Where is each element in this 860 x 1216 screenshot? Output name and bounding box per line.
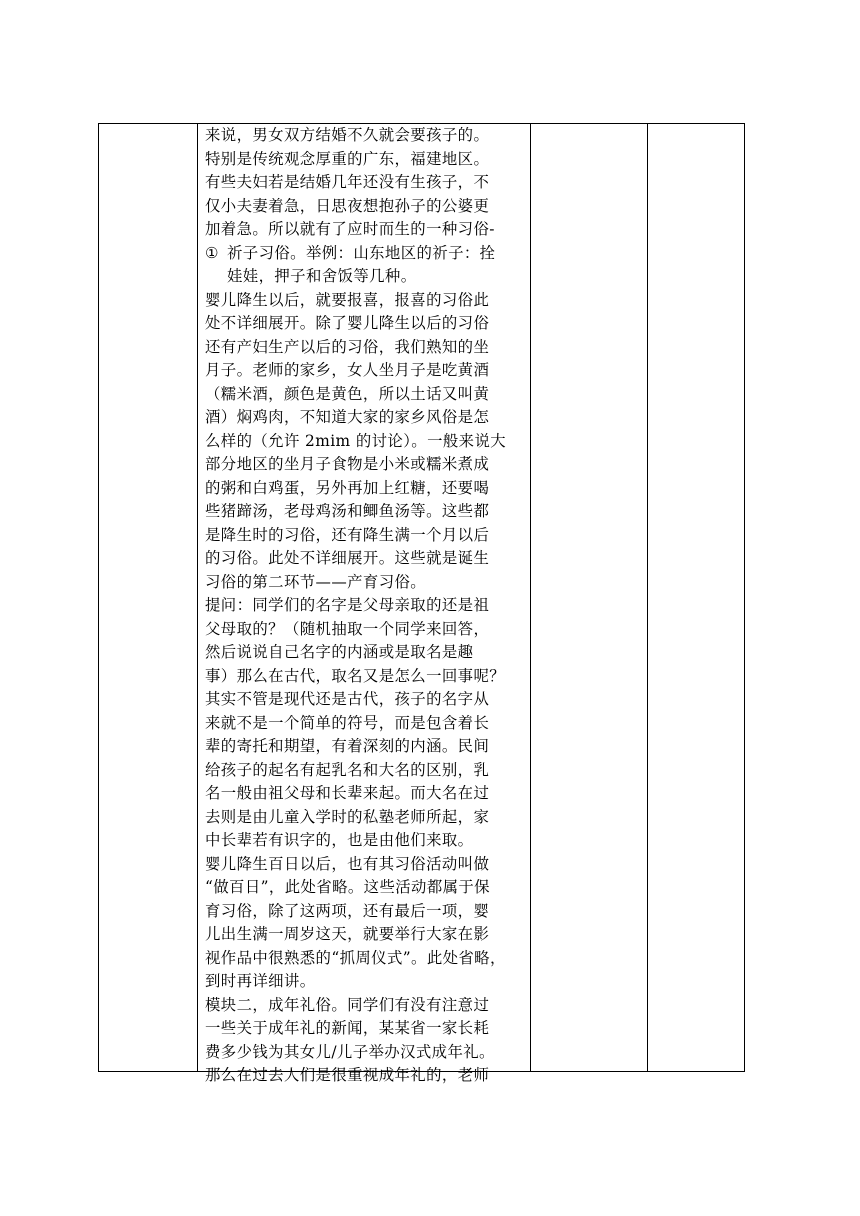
table-cell-empty-middle	[531, 124, 648, 1072]
lesson-plan-table	[98, 123, 745, 1084]
paragraph-module-two: 模块二，成年礼俗。同学们有没有注意过 一些关于成年礼的新闻，某某省一家长耗 费多少钱为其女儿/儿子举办汉式成年礼。 那么在过去人们是很重视成年礼的，老师	[205, 995, 495, 1084]
paragraph-intro: 来说，男女双方结婚不久就会要孩子的。 特别是传统观念厚重的广东，福建地区。 有些夫妇若是结婚几年还没有生孩子，不 仅小夫妻着急，日思夜想抱孙子的公婆更 加着急。所以就有了应时而生的一种习俗-	[205, 126, 495, 238]
table-cell-content	[198, 124, 531, 1084]
paragraph-hundred-days: 婴儿降生百日以后，也有其习俗活动叫做 “做百日”，此处省略。这些活动都属于保 育习俗，除了这两项，还有最后一项，婴 儿出生满一周岁这天，就要举行大家在影 视作品中很熟悉的“抓周仪式”。此处省略， 到时再详细讲。	[205, 854, 506, 990]
list-item-text: 祈子习俗。举例：山东地区的祈子：拴 娃娃，押子和舍饭等几种。	[227, 243, 496, 285]
table-cell-empty-left	[99, 124, 198, 1072]
table-row	[99, 124, 745, 1072]
table-cell-empty-right	[648, 124, 745, 1072]
lesson-content	[198, 124, 530, 1084]
list-item-prayer-custom	[205, 242, 524, 289]
paragraph-naming-question: 提问：同学们的名字是父母亲取的还是祖 父母取的？（随机抽取一个同学来回答， 然后说说自己名字的内涵或是取名是趣 事）那么在古代，取名又是怎么一回事呢？ 其实不管是现代还是古代，孩子的名字从 来就不是一个简单的符号，而是包含着长 辈的寄托和期望，有着深刻的内涵。民间 给孩子的起名有起乳名和大名的区别，乳 名一般由祖父母和长辈来起。而大名在过 去则是由儿童入学时的私塾老师所起，家 中长辈若有识字的，也是由他们来取。	[205, 596, 506, 849]
paragraph-birth-customs: 婴儿降生以后，就要报喜，报喜的习俗此 处不详细展开。除了婴儿降生以后的习俗 还有产妇生产以后的习俗，我们熟知的坐 月子。老师的家乡，女人坐月子是吃黄酒 （糯米酒，颜色是黄色，所以土话又叫黄 酒）焖鸡肉，不知道大家的家乡风俗是怎 么样的（允许 2mim 的讨论）。一般来说大 部分地区的坐月子食物是小米或糯米煮成 的粥和白鸡蛋，另外再加上红糖，还要喝 些猪蹄汤，老母鸡汤和鲫鱼汤等。这些都 是降生时的习俗，还有降生满一个月以后 的习俗。此处不详细展开。这些就是诞生 习俗的第二环节——产育习俗。	[205, 290, 507, 591]
circled-number-marker: ①	[205, 243, 219, 262]
